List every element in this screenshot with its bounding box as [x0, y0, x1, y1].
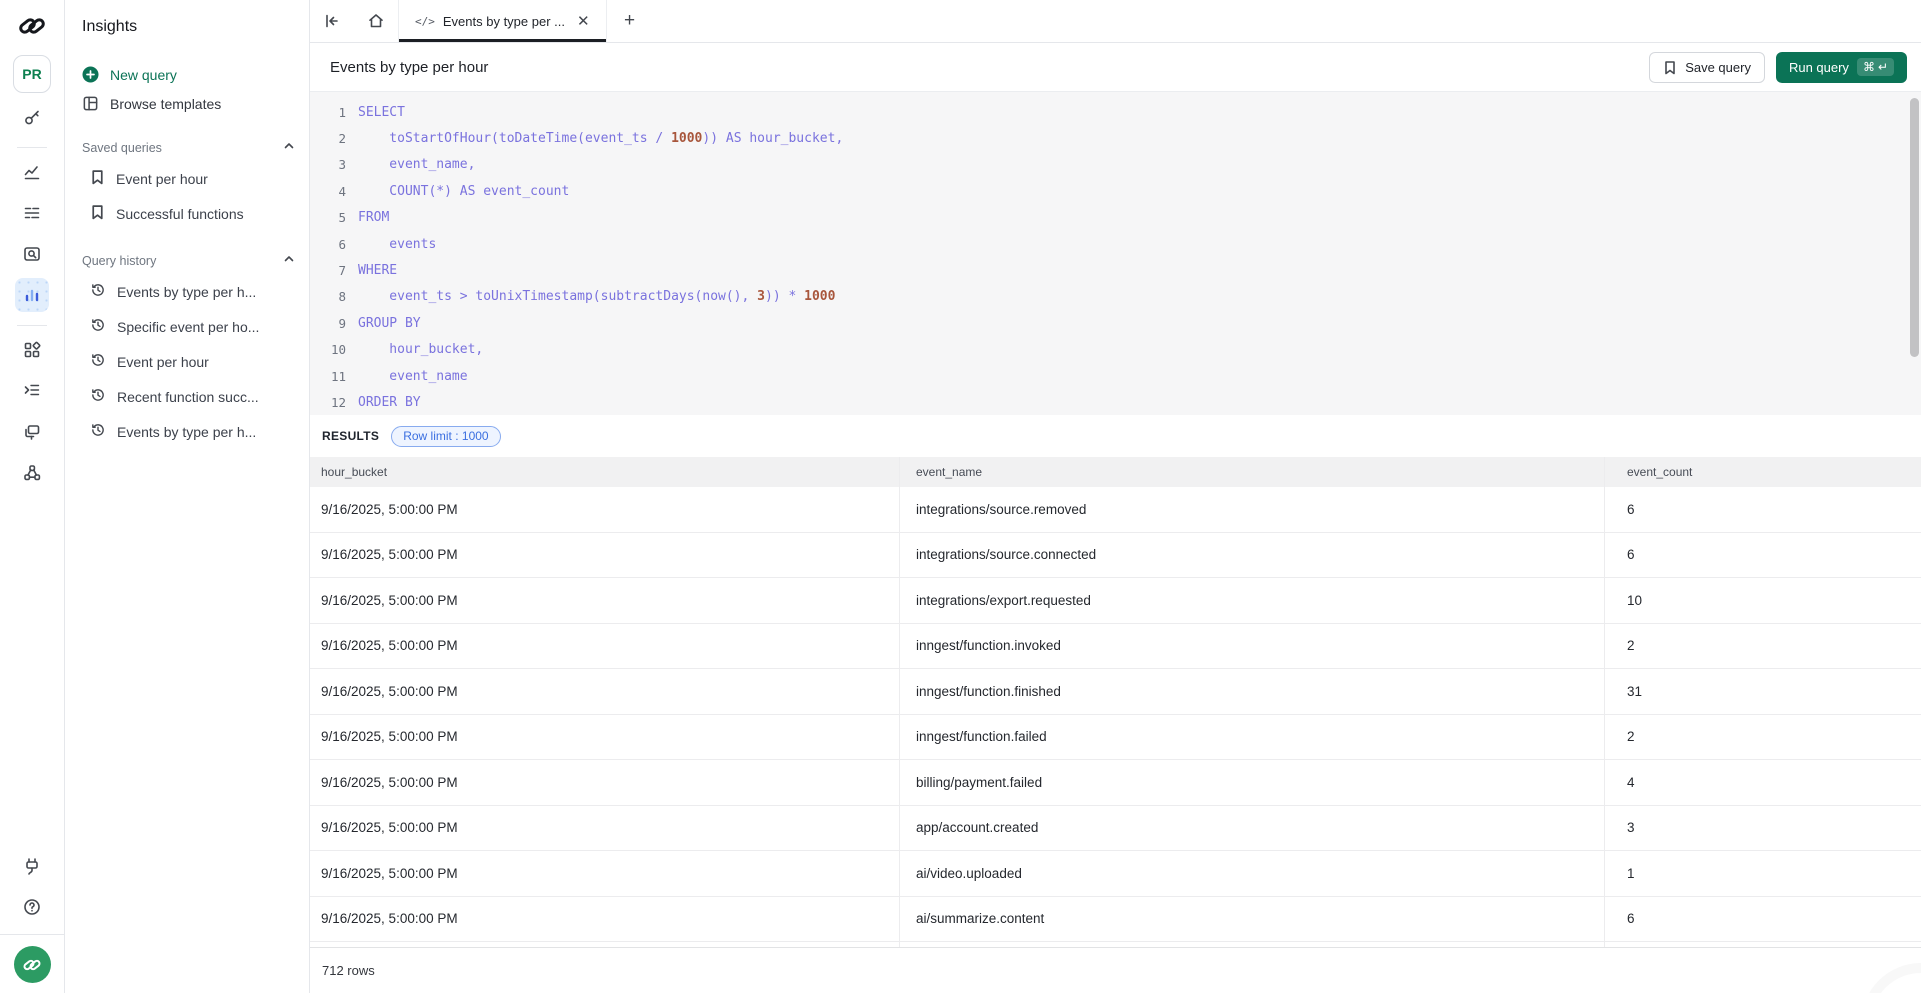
plug-icon[interactable]	[15, 849, 49, 883]
item-label: Event per hour	[117, 353, 209, 370]
main-content	[310, 0, 1921, 993]
line-number: 8	[338, 289, 346, 305]
table-header-row	[310, 457, 1921, 487]
hour-bucket-cell: 9/16/2025, 5:00:00 PM	[310, 897, 900, 942]
event-name-cell: inngest/function.finished	[900, 669, 1605, 714]
collapse-sidebar-icon[interactable]	[310, 0, 354, 42]
table-row[interactable]	[310, 669, 1921, 715]
rail-divider	[17, 147, 47, 148]
insights-icon[interactable]	[15, 278, 49, 312]
table-row[interactable]	[310, 533, 1921, 579]
results-bar	[310, 415, 1921, 457]
hour-bucket-cell: 9/16/2025, 5:00:00 PM	[310, 715, 900, 760]
bookmark-icon	[1663, 60, 1677, 75]
apps-icon[interactable]	[15, 333, 49, 367]
watermark-logo	[1791, 913, 1921, 993]
code-text: GROUP BY	[358, 315, 421, 331]
event-name-cell: integrations/export.requested	[900, 578, 1605, 623]
code-line[interactable]	[310, 99, 1921, 125]
history-icon	[90, 352, 106, 371]
bookmark-icon	[90, 169, 105, 188]
history-icon	[90, 422, 106, 441]
api-keys-icon[interactable]	[15, 100, 49, 134]
table-row[interactable]	[310, 851, 1921, 897]
item-label: Specific event per ho...	[117, 318, 260, 335]
enter-key-icon: ↵	[1877, 60, 1888, 74]
chevron-up-icon[interactable]	[283, 253, 295, 268]
run-query-label: Run query	[1788, 59, 1849, 75]
line-number: 7	[338, 263, 346, 279]
line-number: 11	[330, 368, 346, 384]
page-title: Insights	[82, 18, 138, 35]
code-line[interactable]	[310, 125, 1921, 151]
code-text: COUNT(*) AS event_count	[358, 183, 570, 199]
run-query-button[interactable]	[1776, 52, 1907, 83]
results-label: RESULTS	[322, 429, 380, 443]
automations-icon[interactable]	[15, 456, 49, 490]
environments-icon[interactable]	[15, 415, 49, 449]
rail-footer	[0, 934, 64, 993]
code-text: ORDER BY	[358, 394, 421, 410]
hour-bucket-cell: 9/16/2025, 5:00:00 PM	[310, 851, 900, 896]
save-query-button[interactable]	[1649, 52, 1765, 83]
tab-events-by-type[interactable]	[398, 0, 607, 42]
browse-templates-button[interactable]	[82, 89, 295, 118]
section-header-query-history[interactable]	[82, 253, 295, 268]
code-line[interactable]	[310, 152, 1921, 178]
table-row[interactable]	[310, 806, 1921, 852]
chevron-up-icon[interactable]	[283, 140, 295, 155]
close-icon[interactable]: ✕	[577, 13, 590, 30]
tab-label: Events by type per ...	[442, 13, 565, 29]
event-count-cell: 6	[1627, 547, 1635, 563]
event-count-cell: 6	[1627, 501, 1635, 517]
line-number: 1	[338, 104, 346, 120]
code-line[interactable]	[310, 337, 1921, 363]
workspace-avatar-initials: PR	[22, 66, 42, 82]
code-text: event_name,	[358, 157, 476, 173]
new-query-label: New query	[110, 66, 177, 83]
new-query-button[interactable]	[82, 60, 295, 89]
saved-query-item[interactable]	[82, 196, 295, 231]
line-number: 5	[338, 210, 346, 226]
item-label: Events by type per h...	[117, 423, 257, 440]
help-icon[interactable]	[15, 890, 49, 924]
event-count-cell: 1	[1627, 865, 1635, 881]
event-name-cell: billing/payment.failed	[900, 760, 1605, 805]
code-text: FROM	[358, 210, 390, 226]
line-number: 9	[338, 315, 346, 331]
table-row[interactable]	[310, 578, 1921, 624]
event-count-cell: 3	[1627, 820, 1635, 836]
line-number: 12	[330, 394, 346, 410]
insights-sidebar	[65, 0, 310, 993]
item-label: Event per hour	[116, 170, 208, 187]
event-count-cell: 4	[1627, 774, 1635, 790]
history-item[interactable]	[82, 274, 295, 309]
templates-icon	[82, 95, 99, 112]
code-text: event_name	[358, 368, 468, 384]
code-icon: </>	[415, 14, 435, 28]
code-line[interactable]	[310, 205, 1921, 231]
editor-scrollbar[interactable]	[1910, 98, 1919, 357]
keyboard-shortcut-badge	[1857, 58, 1894, 76]
row-count-label: 712 rows	[322, 963, 375, 978]
workspace-avatar[interactable]	[13, 55, 51, 93]
event-count-cell: 2	[1627, 729, 1635, 745]
results-table	[310, 457, 1921, 948]
table-footer	[310, 948, 1921, 993]
table-row[interactable]	[310, 715, 1921, 761]
history-item[interactable]	[82, 414, 295, 449]
bookmark-icon	[90, 204, 105, 223]
event-count-cell: 10	[1627, 592, 1643, 608]
line-number: 2	[338, 131, 346, 147]
icon-rail	[0, 0, 65, 993]
saved-query-item[interactable]	[82, 161, 295, 196]
hour-bucket-cell: 9/16/2025, 5:00:00 PM	[310, 760, 900, 805]
save-query-label: Save query	[1685, 59, 1751, 75]
item-label: Successful functions	[116, 205, 244, 222]
event-name-cell: inngest/function.failed	[900, 715, 1605, 760]
code-text: WHERE	[358, 263, 398, 279]
row-limit-badge[interactable]: Row limit : 1000	[391, 426, 500, 447]
history-icon	[90, 282, 106, 301]
plus-circle-icon	[82, 66, 99, 83]
code-line[interactable]	[310, 231, 1921, 257]
event-logs-icon[interactable]	[15, 196, 49, 230]
browse-templates-label: Browse templates	[110, 95, 222, 112]
event-name-cell: inngest/function.invoked	[900, 624, 1605, 669]
cli-icon[interactable]	[15, 374, 49, 408]
query-header	[310, 43, 1921, 92]
line-number: 4	[338, 183, 346, 199]
history-item[interactable]	[82, 309, 295, 344]
history-item[interactable]	[82, 379, 295, 414]
table-row[interactable]	[310, 487, 1921, 533]
code-line[interactable]	[310, 389, 1921, 415]
history-icon	[90, 387, 106, 406]
history-icon	[90, 317, 106, 336]
section-label: Query history	[82, 253, 157, 268]
line-number: 3	[338, 157, 346, 173]
section-label: Saved queries	[82, 140, 162, 155]
hour-bucket-cell: 9/16/2025, 5:00:00 PM	[310, 669, 900, 714]
item-label: Events by type per h...	[117, 283, 257, 300]
user-avatar-logo[interactable]	[14, 946, 51, 983]
event-count-cell: 6	[1627, 911, 1635, 927]
table-row[interactable]	[310, 897, 1921, 943]
sql-editor[interactable]	[310, 92, 1921, 415]
item-label: Recent function succ...	[117, 388, 259, 405]
event-name-cell: integrations/source.removed	[900, 487, 1605, 532]
code-line[interactable]	[310, 310, 1921, 336]
code-line[interactable]	[310, 257, 1921, 283]
column-header-event_name[interactable]: event_name	[900, 457, 1605, 487]
history-item[interactable]	[82, 344, 295, 379]
hour-bucket-cell: 9/16/2025, 5:00:00 PM	[310, 533, 900, 578]
table-row[interactable]	[310, 760, 1921, 806]
column-header-hour_bucket[interactable]: hour_bucket	[310, 457, 900, 487]
hour-bucket-cell: 9/16/2025, 5:00:00 PM	[310, 578, 900, 623]
event-name-cell: ai/summarize.content	[900, 897, 1605, 942]
query-title: Events by type per hour	[330, 58, 489, 76]
code-text: events	[358, 236, 437, 252]
code-line[interactable]	[310, 363, 1921, 389]
metrics-icon[interactable]	[15, 155, 49, 189]
line-number: 6	[338, 236, 346, 252]
new-tab-icon[interactable]: +	[624, 10, 636, 31]
rail-divider	[17, 325, 47, 326]
code-text: event_ts > toUnixTimestamp(subtractDays(now(), 3)) * 1000	[358, 289, 836, 305]
code-text: toStartOfHour(toDateTime(event_ts / 1000)) AS hour_bucket,	[358, 131, 844, 147]
code-text: hour_bucket,	[358, 342, 484, 358]
home-icon[interactable]	[354, 0, 398, 42]
tab-bar	[310, 0, 1921, 43]
column-header-event_count[interactable]: event_count	[1627, 465, 1693, 479]
code-line[interactable]	[310, 284, 1921, 310]
search-docs-icon[interactable]	[15, 237, 49, 271]
event-count-cell: 2	[1627, 638, 1635, 654]
event-name-cell: ai/video.uploaded	[900, 851, 1605, 896]
cmd-key-icon: ⌘	[1862, 60, 1875, 74]
hour-bucket-cell: 9/16/2025, 5:00:00 PM	[310, 806, 900, 851]
hour-bucket-cell: 9/16/2025, 5:00:00 PM	[310, 487, 900, 532]
code-text: SELECT	[358, 104, 405, 120]
line-number: 10	[330, 342, 346, 358]
hour-bucket-cell: 9/16/2025, 5:00:00 PM	[310, 624, 900, 669]
table-row[interactable]	[310, 624, 1921, 670]
section-header-saved-queries[interactable]	[82, 140, 295, 155]
event-count-cell: 31	[1627, 683, 1643, 699]
code-line[interactable]	[310, 178, 1921, 204]
event-name-cell: app/account.created	[900, 806, 1605, 851]
inngest-logo	[17, 14, 47, 43]
event-name-cell: integrations/source.connected	[900, 533, 1605, 578]
